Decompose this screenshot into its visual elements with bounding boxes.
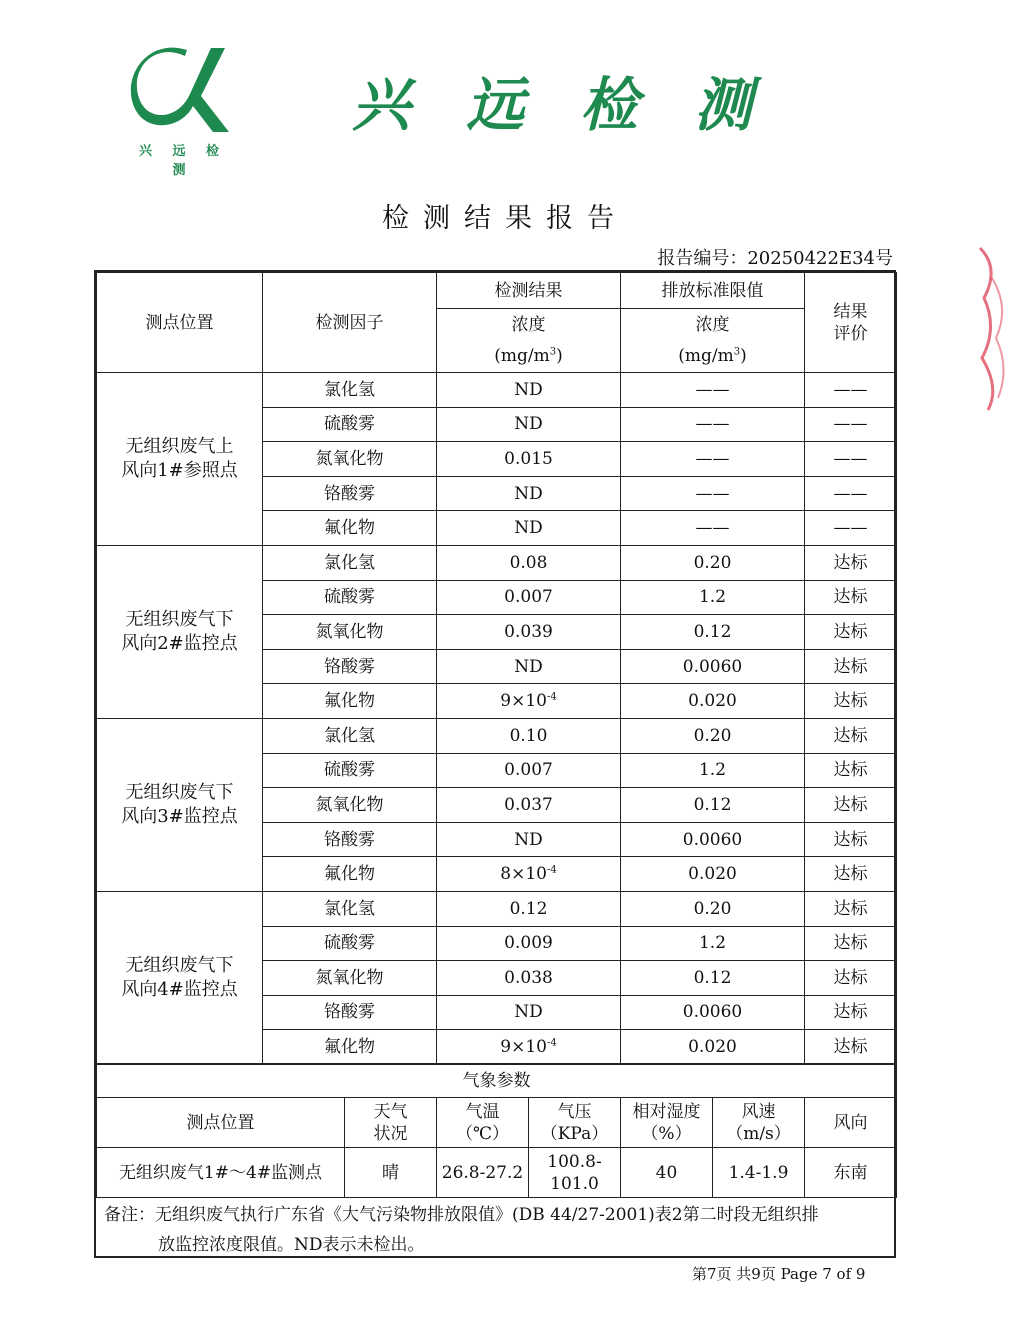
weather-header-pressure: 气压 （KPa） (529, 1098, 621, 1148)
report-number: 报告编号：20250422E34号 (657, 248, 893, 269)
limit-cell: 0.20 (621, 545, 805, 580)
weather-humidity: 40 (621, 1148, 713, 1198)
limit-cell: 1.2 (621, 753, 805, 788)
result-cell: 0.037 (437, 788, 621, 823)
limit-cell: 0.20 (621, 718, 805, 753)
factor-cell: 铬酸雾 (263, 995, 437, 1030)
weather-value: 晴 (345, 1148, 437, 1198)
factor-cell: 铬酸雾 (263, 649, 437, 684)
result-cell: 0.08 (437, 545, 621, 580)
location-cell: 无组织废气下 风向3#监控点 (97, 718, 263, 891)
evaluation-cell: 达标 (805, 788, 897, 823)
factor-cell: 铬酸雾 (263, 476, 437, 511)
header-factor: 检测因子 (263, 273, 437, 373)
header-result-unit: $(mg/m^3)$ (437, 341, 621, 373)
remarks-line2: 放监控浓度限值。ND表示未检出。 (158, 1235, 425, 1255)
limit-cell: 0.12 (621, 961, 805, 996)
header-result: 检测结果 (437, 273, 621, 309)
weather-header-weather: 天气 状况 (345, 1098, 437, 1148)
limit-cell: —— (621, 373, 805, 408)
location-cell: 无组织废气下 风向4#监控点 (97, 891, 263, 1064)
factor-cell: 氯化氢 (263, 891, 437, 926)
header-limit-conc: 浓度 (621, 309, 805, 341)
limit-cell: 0.12 (621, 788, 805, 823)
result-cell: $9\times 10^{-4}$ (437, 684, 621, 719)
evaluation-cell: 达标 (805, 857, 897, 892)
factor-cell: 氟化物 (263, 857, 437, 892)
result-cell: ND (437, 649, 621, 684)
factor-cell: 氯化氢 (263, 545, 437, 580)
result-cell: ND (437, 995, 621, 1030)
limit-cell: 0.020 (621, 684, 805, 719)
result-rows (97, 373, 897, 1065)
location-cell: 无组织废气上 风向1#参照点 (97, 373, 263, 546)
page-footer: 第7页 共9页 Page 7 of 9 (692, 1265, 866, 1283)
result-cell: ND (437, 822, 621, 857)
evaluation-cell: —— (805, 442, 897, 477)
results-table (96, 272, 897, 1065)
remarks-line1: 备注：无组织废气执行广东省《大气污染物排放限值》(DB 44/27-2001)表2第二时段无组织排 (104, 1205, 819, 1225)
evaluation-cell: —— (805, 373, 897, 408)
limit-cell: 0.20 (621, 891, 805, 926)
weather-header-temp: 气温 （℃） (437, 1098, 529, 1148)
result-cell: 0.009 (437, 926, 621, 961)
limit-cell: 1.2 (621, 580, 805, 615)
result-cell: 0.007 (437, 580, 621, 615)
factor-cell: 氯化氢 (263, 718, 437, 753)
table-row (97, 545, 897, 580)
factor-cell: 硫酸雾 (263, 580, 437, 615)
weather-table (96, 1063, 897, 1198)
limit-cell: 0.0060 (621, 995, 805, 1030)
factor-cell: 氟化物 (263, 1030, 437, 1065)
factor-cell: 铬酸雾 (263, 822, 437, 857)
report-title: 检测结果报告 (382, 203, 628, 234)
evaluation-cell: 达标 (805, 684, 897, 719)
header-limit-unit: $(mg/m^3)$ (621, 341, 805, 373)
evaluation-cell: 达标 (805, 926, 897, 961)
header-location: 测点位置 (97, 273, 263, 373)
limit-cell: —— (621, 442, 805, 477)
result-cell: ND (437, 476, 621, 511)
limit-cell: 0.020 (621, 1030, 805, 1065)
result-cell: $8\times 10^{-4}$ (437, 857, 621, 892)
factor-cell: 硫酸雾 (263, 407, 437, 442)
result-cell: $9\times 10^{-4}$ (437, 1030, 621, 1065)
result-cell: 0.038 (437, 961, 621, 996)
evaluation-cell: 达标 (805, 615, 897, 650)
evaluation-cell: 达标 (805, 545, 897, 580)
header-evaluation (805, 273, 897, 373)
header-evaluation-line1: 结果 (833, 301, 868, 322)
evaluation-cell: 达标 (805, 1030, 897, 1065)
limit-cell: —— (621, 511, 805, 546)
header-result-conc: 浓度 (437, 309, 621, 341)
weather-location: 无组织废气1#～4#监测点 (97, 1148, 345, 1198)
factor-cell: 硫酸雾 (263, 926, 437, 961)
factor-cell: 氮氧化物 (263, 788, 437, 823)
brand-name: 兴远检测 (352, 71, 809, 139)
evaluation-cell: 达标 (805, 753, 897, 788)
limit-cell: 0.0060 (621, 822, 805, 857)
location-cell: 无组织废气下 风向2#监控点 (97, 545, 263, 718)
result-cell: ND (437, 373, 621, 408)
result-cell: 0.007 (437, 753, 621, 788)
company-logo-icon (125, 38, 237, 138)
factor-cell: 氮氧化物 (263, 615, 437, 650)
table-row (97, 718, 897, 753)
limit-cell: —— (621, 407, 805, 442)
table-row (97, 891, 897, 926)
limit-cell: 1.2 (621, 926, 805, 961)
result-cell: 0.10 (437, 718, 621, 753)
evaluation-cell: —— (805, 476, 897, 511)
factor-cell: 硫酸雾 (263, 753, 437, 788)
factor-cell: 氯化氢 (263, 373, 437, 408)
result-cell: 0.015 (437, 442, 621, 477)
weather-wind-dir: 东南 (805, 1148, 897, 1198)
result-cell: 0.12 (437, 891, 621, 926)
weather-header-wind-dir: 风向 (805, 1098, 897, 1148)
weather-header-humidity: 相对湿度 （%） (621, 1098, 713, 1148)
limit-cell: 0.020 (621, 857, 805, 892)
header-limit: 排放标准限值 (621, 273, 805, 309)
evaluation-cell: 达标 (805, 891, 897, 926)
evaluation-cell: 达标 (805, 822, 897, 857)
logo-caption: 兴 远 检 测 (138, 144, 228, 178)
limit-cell: 0.12 (621, 615, 805, 650)
weather-wind-speed: 1.4-1.9 (713, 1148, 805, 1198)
remarks (104, 1200, 894, 1260)
weather-temp: 26.8-27.2 (437, 1148, 529, 1198)
limit-cell: —— (621, 476, 805, 511)
factor-cell: 氮氧化物 (263, 961, 437, 996)
weather-header-location: 测点位置 (97, 1098, 345, 1148)
result-cell: 0.039 (437, 615, 621, 650)
result-cell: ND (437, 407, 621, 442)
weather-pressure: 100.8- 101.0 (529, 1148, 621, 1198)
evaluation-cell: 达标 (805, 961, 897, 996)
table-row (97, 373, 897, 408)
stamp-edge-icon (970, 238, 1024, 418)
weather-title: 气象参数 (97, 1064, 897, 1098)
weather-header-wind-speed: 风速 （m/s） (713, 1098, 805, 1148)
evaluation-cell: 达标 (805, 580, 897, 615)
evaluation-cell: 达标 (805, 649, 897, 684)
result-cell: ND (437, 511, 621, 546)
factor-cell: 氮氧化物 (263, 442, 437, 477)
evaluation-cell: —— (805, 407, 897, 442)
evaluation-cell: 达标 (805, 718, 897, 753)
header-evaluation-line2: 评价 (833, 323, 868, 344)
evaluation-cell: 达标 (805, 995, 897, 1030)
limit-cell: 0.0060 (621, 649, 805, 684)
evaluation-cell: —— (805, 511, 897, 546)
factor-cell: 氟化物 (263, 511, 437, 546)
factor-cell: 氟化物 (263, 684, 437, 719)
